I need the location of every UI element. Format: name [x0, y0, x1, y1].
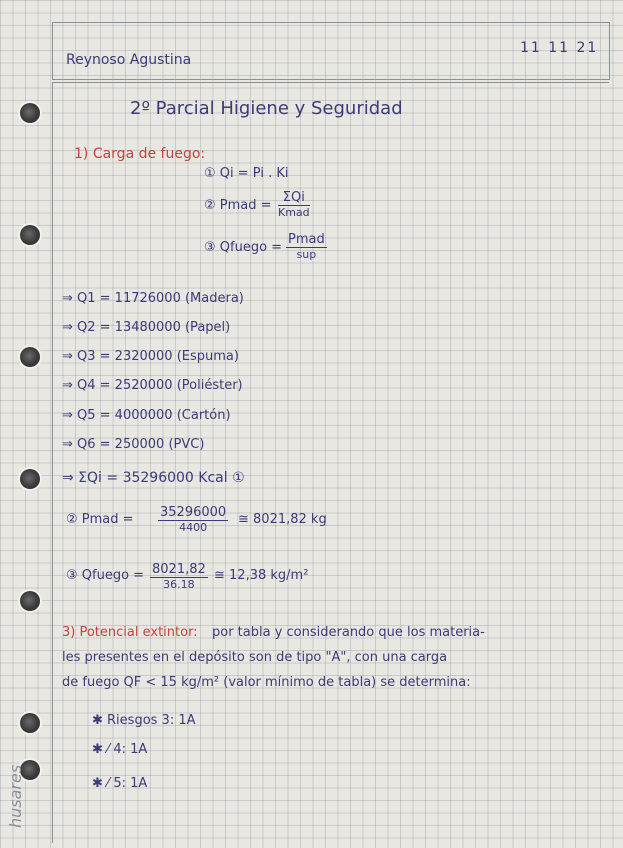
result-3-num: 8021,82 [152, 562, 206, 577]
calc-line-q3: ⇒ Q3 = 2320000 (Espuma) [62, 349, 239, 364]
page-title: 2º Parcial Higiene y Seguridad [130, 98, 403, 119]
calc-line-q2: ⇒ Q2 = 13480000 (Papel) [62, 320, 231, 335]
formula-1: ① Qi = Pi . Ki [204, 166, 289, 181]
calc-line-q4: ⇒ Q4 = 2520000 (Poliéster) [62, 378, 243, 393]
section3-text-1: por tabla y considerando que los materia- [212, 625, 485, 640]
brand-logo: husares [6, 764, 25, 828]
binder-hole [20, 103, 40, 123]
calc-line-q1: ⇒ Q1 = 11726000 (Madera) [62, 291, 244, 306]
calc-line-q5: ⇒ Q5 = 4000000 (Cartón) [62, 408, 231, 423]
section3-text-2: les presentes en el depósito son de tipo "A", con una carga [62, 650, 448, 665]
result-3-label: ③ Qfuego = [66, 568, 145, 583]
result-2-num: 35296000 [160, 505, 227, 520]
formula-2-label: ② Pmad = [204, 198, 272, 213]
binder-hole [20, 591, 40, 611]
formula-2-num: ΣQi [278, 190, 310, 206]
risk-item-3: ✱ Riesgos 3: 1A [92, 713, 196, 728]
section3-text-3: de fuego QF < 15 kg/m² (valor mínimo de tabla) se determina: [62, 675, 471, 690]
result-3-fraction [150, 562, 208, 591]
formula-3-den: sup [296, 248, 317, 261]
page-frame [52, 82, 609, 843]
formula-3-fraction [286, 232, 327, 261]
binder-hole [20, 469, 40, 489]
risk-item-5: ✱ ⁄ 5: 1A [92, 776, 148, 791]
calc-line-q6: ⇒ Q6 = 250000 (PVC) [62, 437, 205, 452]
result-2-label: ② Pmad = [66, 512, 134, 527]
binder-hole [20, 347, 40, 367]
student-name: Reynoso Agustina [66, 52, 192, 68]
date: 11 11 21 [520, 40, 599, 56]
result-3-value: ≅ 12,38 kg/m² [214, 568, 309, 583]
result-2-value: ≅ 8021,82 kg [238, 512, 327, 527]
binder-hole [20, 713, 40, 733]
section1-heading: 1) Carga de fuego: [74, 146, 206, 162]
formula-2-fraction [278, 190, 310, 219]
result-2-den: 4400 [179, 521, 208, 534]
result-3-den: 36.18 [163, 578, 195, 591]
result-2-fraction [158, 505, 228, 534]
formula-3-label: ③ Qfuego = [204, 240, 283, 255]
formula-3-num: Pmad [288, 232, 325, 247]
risk-item-4: ✱ ⁄ 4: 1A [92, 742, 148, 757]
section3-heading: 3) Potencial extintor: [62, 625, 198, 640]
formula-2-den: Kmad [278, 206, 310, 219]
calc-line-sum: ⇒ ΣQi = 35296000 Kcal ① [62, 470, 245, 486]
binder-hole [20, 225, 40, 245]
